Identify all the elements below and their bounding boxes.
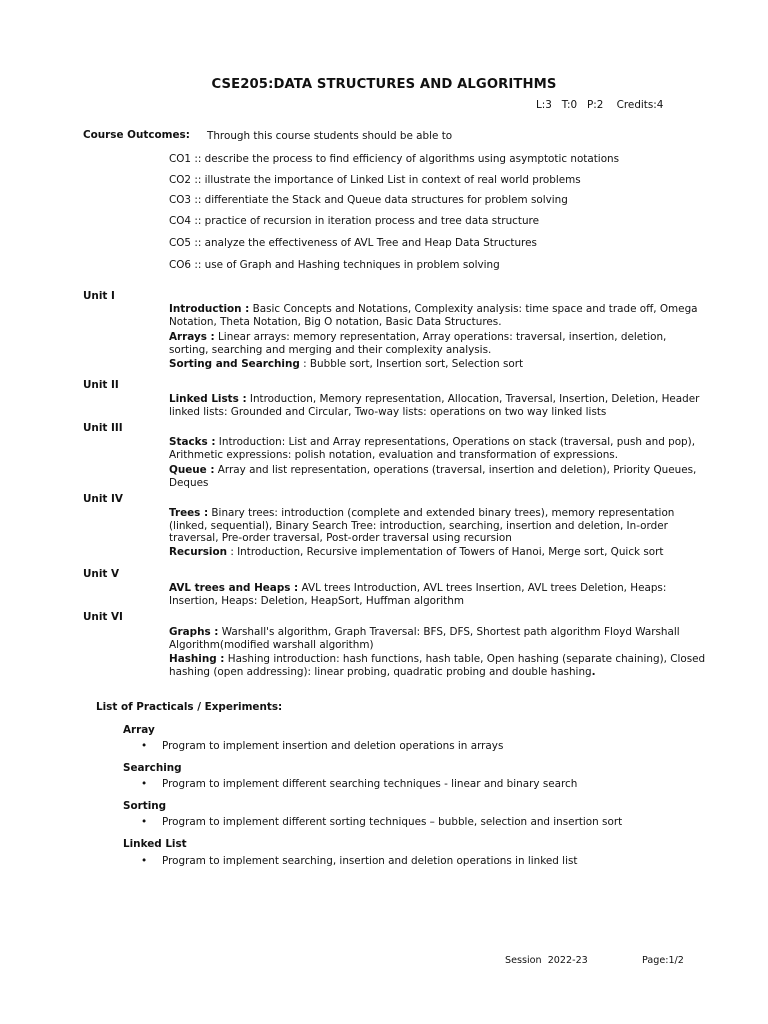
topic-heading: Graphs : xyxy=(169,626,219,638)
unit-label-3: Unit III xyxy=(83,422,123,434)
bullet-icon: • xyxy=(141,740,148,752)
course-outcomes-label: Course Outcomes: xyxy=(83,129,190,141)
topic-text: Linear arrays: memory representation, Array operations: traversal, insertion, deletion, sorting, searching and merging and their complexity analysis. xyxy=(169,331,667,356)
unit-6-topic-graphs xyxy=(169,626,709,651)
practical-heading-sorting: Sorting xyxy=(123,800,167,812)
topic-heading: Recursion xyxy=(169,546,228,558)
unit-1-topic-introduction xyxy=(169,303,709,328)
document-title: CSE205:DATA STRUCTURES AND ALGORITHMS xyxy=(211,77,557,92)
course-outcome-1: CO1 :: describe the process to find efficiency of algorithms using asymptotic notations xyxy=(169,153,620,165)
topic-heading: Arrays : xyxy=(169,331,215,343)
unit-6-topic-hashing xyxy=(169,653,709,678)
topic-heading: Introduction : xyxy=(169,303,250,315)
bullet-icon: • xyxy=(141,778,148,790)
unit-2-topic-linked-lists xyxy=(169,393,709,418)
course-outcome-2: CO2 :: illustrate the importance of Linked List in context of real world problems xyxy=(169,174,581,186)
practical-item-sorting: Program to implement different sorting techniques – bubble, selection and insertion sort xyxy=(162,816,623,828)
unit-3-topic-queue xyxy=(169,464,709,489)
unit-label-1: Unit I xyxy=(83,290,115,302)
practical-heading-array: Array xyxy=(123,724,155,736)
bullet-icon: • xyxy=(141,855,148,867)
practical-heading-searching: Searching xyxy=(123,762,182,774)
ltp-credits: L:3 T:0 P:2 Credits:4 xyxy=(536,99,664,111)
practical-item-linked-list: Program to implement searching, insertion and deletion operations in linked list xyxy=(162,855,578,867)
topic-heading: Linked Lists : xyxy=(169,393,247,405)
course-outcome-5: CO5 :: analyze the effectiveness of AVL Tree and Heap Data Structures xyxy=(169,237,537,249)
footer-page-number: Page:1/2 xyxy=(642,955,684,966)
footer-session: Session 2022-23 xyxy=(505,955,588,966)
topic-text: : Introduction, Recursive implementation of Towers of Hanoi, Merge sort, Quick sort xyxy=(227,546,664,558)
topic-heading: Hashing : xyxy=(169,653,225,665)
unit-3-topic-stacks xyxy=(169,436,709,461)
unit-1-topic-arrays xyxy=(169,331,709,356)
topic-heading: Sorting and Searching xyxy=(169,358,300,370)
practical-item-searching: Program to implement different searching techniques - linear and binary search xyxy=(162,778,578,790)
topic-text: Introduction, Memory representation, Allocation, Traversal, Insertion, Deletion, Header linked lists: Grounded and Circular, Two-way lists: operations on two way linked lists xyxy=(169,393,700,418)
unit-4-topic-trees xyxy=(169,507,709,545)
topic-text: Binary trees: introduction (complete and extended binary trees), memory representation (linked, sequential), Binary Search Tree: introduction, searching, insertion and deletion, In-order traversal, Pre-order traversal, Post-order traversal using recursion xyxy=(169,507,675,544)
topic-heading: Stacks : xyxy=(169,436,216,448)
practical-item-array: Program to implement insertion and deletion operations in arrays xyxy=(162,740,504,752)
course-outcome-3: CO3 :: differentiate the Stack and Queue data structures for problem solving xyxy=(169,194,568,206)
practicals-title: List of Practicals / Experiments: xyxy=(96,701,283,713)
topic-text: AVL trees Introduction, AVL trees Insertion, AVL trees Deletion, Heaps: Insertion, Heaps: Deletion, HeapSort, Huffman algorithm xyxy=(169,582,667,607)
unit-4-topic-recursion xyxy=(169,546,709,559)
topic-text: Basic Concepts and Notations, Complexity analysis: time space and trade off, Omega Notation, Theta Notation, Big O notation, Basic Data Structures. xyxy=(169,303,698,328)
topic-text: Hashing introduction: hash functions, hash table, Open hashing (separate chaining), Closed hashing (open addressing): linear probing, quadratic probing and double hashing xyxy=(169,653,706,678)
topic-text: Warshall's algorithm, Graph Traversal: BFS, DFS, Shortest path algorithm Floyd Warshall Algorithm(modified warshall algorithm) xyxy=(169,626,680,651)
course-outcome-4: CO4 :: practice of recursion in iteration process and tree data structure xyxy=(169,215,539,227)
unit-label-4: Unit IV xyxy=(83,493,123,505)
unit-1-topic-sorting-searching xyxy=(169,358,709,371)
topic-heading: Trees : xyxy=(169,507,209,519)
course-outcome-6: CO6 :: use of Graph and Hashing techniques in problem solving xyxy=(169,259,500,271)
practical-heading-linked-list: Linked List xyxy=(123,838,187,850)
topic-tail: . xyxy=(591,665,596,678)
topic-heading: Queue : xyxy=(169,464,215,476)
unit-label-5: Unit V xyxy=(83,568,120,580)
unit-label-6: Unit VI xyxy=(83,611,123,623)
topic-text: : Bubble sort, Insertion sort, Selection sort xyxy=(299,358,524,370)
course-outcomes-intro: Through this course students should be able to xyxy=(207,130,453,142)
topic-text: Array and list representation, operations (traversal, insertion and deletion), Priority Queues, Deques xyxy=(169,464,697,489)
bullet-icon: • xyxy=(141,816,148,828)
unit-5-topic-avl-heaps xyxy=(169,582,709,607)
unit-label-2: Unit II xyxy=(83,379,119,391)
topic-text: Introduction: List and Array representations, Operations on stack (traversal, push and pop), Arithmetic expressions: polish notation, evaluation and transformation of expressions. xyxy=(169,436,696,461)
topic-heading: AVL trees and Heaps : xyxy=(169,582,299,594)
